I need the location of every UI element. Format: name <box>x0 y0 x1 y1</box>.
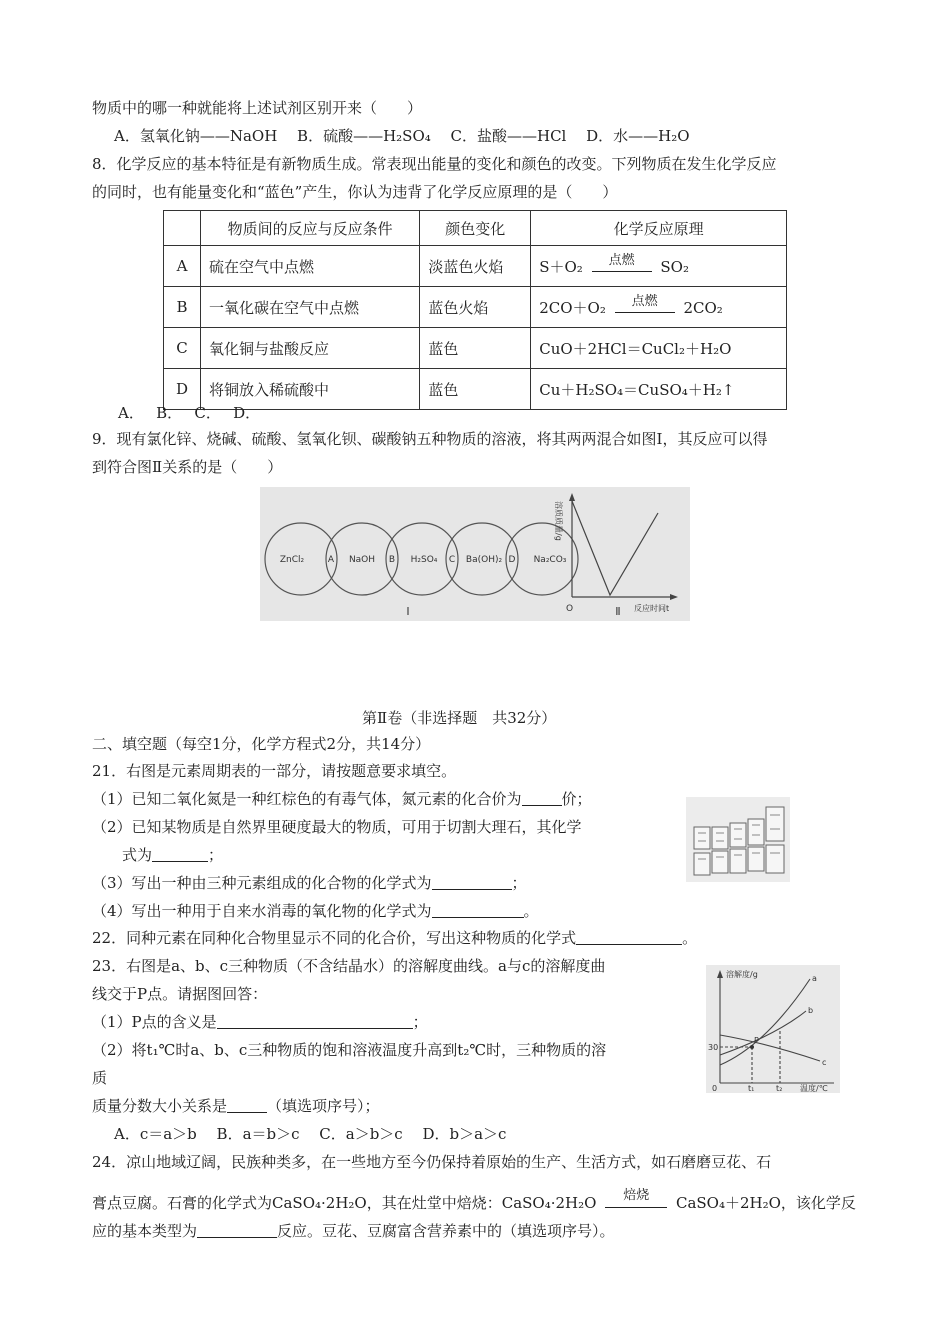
q21-sub4: （4）写出一种用于自来水消毒的氧化物的化学式为 。 <box>92 902 539 920</box>
answer-blank[interactable] <box>152 846 208 862</box>
row-option: C <box>164 328 201 369</box>
xaxis-label: 反应时间t <box>634 604 670 613</box>
table-row <box>164 328 787 369</box>
graph-xaxis: 温度/℃ <box>800 1084 828 1093</box>
eq-right: SO₂ <box>660 257 689 276</box>
label-baoh2: Ba(OH)₂ <box>465 555 503 565</box>
q7-line1: 物质中的哪一种就能将上述试剂区别开来（ ） <box>92 99 423 117</box>
graph-label-c: c <box>822 1058 827 1067</box>
eq-condition-arrow <box>592 252 652 272</box>
q23-options: A．c＝a＞b B．a＝b＞c C．a＞b＞c D．b＞a＞c <box>114 1125 507 1143</box>
q9-figure <box>260 487 690 621</box>
row-equation <box>531 287 787 328</box>
label-naoh: NaOH <box>348 555 376 565</box>
label-b: B <box>388 555 396 565</box>
yaxis-label: 溶质质量/g <box>554 501 563 541</box>
q21-sub2b: 式为 ； <box>122 846 224 864</box>
row-option: B <box>164 287 201 328</box>
row-color: 蓝色 <box>420 328 531 369</box>
row-reaction: 硫在空气中点燃 <box>201 246 420 287</box>
periodic-table-image <box>686 797 790 882</box>
eq-left: 2CO＋O₂ <box>539 298 606 317</box>
graph-y30: 30 <box>708 1043 719 1052</box>
q24-line3: 应的基本类型为 反应。豆花、豆腐富含营养素中的（填选项序号）。 <box>92 1222 615 1240</box>
q21-sub3: （3）写出一种由三种元素组成的化合物的化学式为 ； <box>92 874 527 892</box>
header-principle: 化学反应原理 <box>531 211 787 246</box>
row-reaction: 一氧化碳在空气中点燃 <box>201 287 420 328</box>
label-h2so4: H₂SO₄ <box>410 555 438 565</box>
graph-label-a: a <box>812 974 817 983</box>
solubility-graph <box>706 965 840 1093</box>
answer-blank[interactable] <box>432 874 512 890</box>
q21-sub1: （1）已知二氧化氮是一种红棕色的有毒气体，氮元素的化合价为 价； <box>92 790 592 808</box>
q9-line1: 9．现有氯化锌、烧碱、硫酸、氢氧化钡、碳酸钠五种物质的溶液，将其两两混合如图Ⅰ，其反应可以得 <box>92 430 768 448</box>
q7-options: A．氢氧化钠——NaOH B．硫酸——H₂SO₄ C．盐酸——HCl D．水——H₂O <box>114 127 690 145</box>
graph-yaxis: 溶解度/g <box>726 970 758 979</box>
graph-origin: 0 <box>712 1084 718 1093</box>
graph-t1: t₁ <box>748 1084 755 1093</box>
q8-answers: A． B． C． D． <box>118 404 261 422</box>
row-color: 淡蓝色火焰 <box>420 246 531 287</box>
eq-left: S＋O₂ <box>539 257 583 276</box>
answer-blank[interactable] <box>576 929 682 945</box>
eq-condition-arrow <box>615 293 675 313</box>
graph-label-p: P <box>754 1036 759 1045</box>
header-reaction: 物质间的反应与反应条件 <box>201 211 420 246</box>
label-d: D <box>508 555 516 565</box>
label-na2co3: Na₂CO₃ <box>533 555 567 565</box>
q23-stem1: 23．右图是a、b、c三种物质（不含结晶水）的溶解度曲线。a与c的溶解度曲 <box>92 957 606 975</box>
q24-condition: 焙烧 <box>623 1188 650 1203</box>
graph-t2: t₂ <box>776 1084 783 1093</box>
part2-title: 第Ⅱ卷（非选择题 共32分） <box>362 709 557 727</box>
q21-sub2a: （2）已知某物质是自然界里硬度最大的物质，可用于切割大理石，其化学 <box>92 818 582 836</box>
row-equation: CuO＋2HCl＝CuCl₂＋H₂O <box>531 328 787 369</box>
q8-line1: 8．化学反应的基本特征是有新物质生成。常表现出能量的变化和颜色的改变。下列物质在发生化学反应 <box>92 155 777 173</box>
answer-blank[interactable] <box>522 790 562 806</box>
eq-condition: 点燃 <box>631 293 658 309</box>
row-reaction: 氧化铜与盐酸反应 <box>201 328 420 369</box>
table-row <box>164 246 787 287</box>
row-option: D <box>164 369 201 410</box>
q23-sub2c: 质量分数大小关系是 （填选项序号）； <box>92 1097 380 1115</box>
row-color: 蓝色 <box>420 369 531 410</box>
curve-a <box>720 979 810 1065</box>
answer-blank[interactable] <box>432 902 524 918</box>
q24-condition-arrow <box>605 1188 667 1208</box>
header-color: 颜色变化 <box>420 211 531 246</box>
answer-blank[interactable] <box>227 1097 267 1113</box>
q23-sub2a: （2）将t₁℃时a、b、c三种物质的饱和溶液温度升高到t₂℃时，三种物质的溶 <box>92 1041 607 1059</box>
q8-table <box>163 210 787 410</box>
q24-line1: 24．凉山地域辽阔，民族种类多，在一些地方至今仍保持着原始的生产、生活方式，如石磨磨豆花、石 <box>92 1153 772 1171</box>
q21-stem: 21．右图是元素周期表的一部分，请按题意要求填空。 <box>92 762 457 780</box>
table-row <box>164 287 787 328</box>
q8-line2: 的同时，也有能量变化和“蓝色”产生，你认为违背了化学反应原理的是（ ） <box>92 183 618 201</box>
curve-b <box>720 1011 806 1055</box>
label-zncl2: ZnCl₂ <box>279 555 305 565</box>
q23-stem2: 线交于P点。请据图回答： <box>92 985 268 1003</box>
q23-sub2b: 质 <box>92 1069 108 1087</box>
row-equation <box>531 246 787 287</box>
fig1-label: Ⅰ <box>406 605 410 618</box>
answer-blank[interactable] <box>217 1013 413 1029</box>
fig2-label: Ⅱ <box>615 605 621 618</box>
label-c: C <box>448 555 456 565</box>
row-reaction: 将铜放入稀硫酸中 <box>201 369 420 410</box>
q23-sub1: （1）P点的含义是 ； <box>92 1013 428 1031</box>
solute-mass-curve <box>572 501 658 595</box>
origin-label: O <box>566 604 574 614</box>
eq-right: 2CO₂ <box>683 298 723 317</box>
label-a: A <box>327 555 335 565</box>
graph-label-b: b <box>808 1006 814 1015</box>
row-color: 蓝色火焰 <box>420 287 531 328</box>
q24-line2: 膏点豆腐。石膏的化学式为CaSO₄·2H₂O，其在灶堂中焙烧：CaSO₄·2H₂O 焙烧 CaSO₄＋2H₂O，该化学反 <box>92 1192 856 1214</box>
row-option: A <box>164 246 201 287</box>
eq-condition: 点燃 <box>608 252 635 268</box>
q9-line2: 到符合图Ⅱ关系的是（ ） <box>92 458 283 476</box>
answer-blank[interactable] <box>197 1222 277 1238</box>
table-header-row <box>164 211 787 246</box>
header-blank <box>164 211 201 246</box>
q22-line: 22．同种元素在同种化合物里显示不同的化合价，写出这种物质的化学式 。 <box>92 929 698 947</box>
row-equation: Cu＋H₂SO₄＝CuSO₄＋H₂↑ <box>531 369 787 410</box>
part2-section: 二、填空题（每空1分，化学方程式2分，共14分） <box>92 735 431 753</box>
